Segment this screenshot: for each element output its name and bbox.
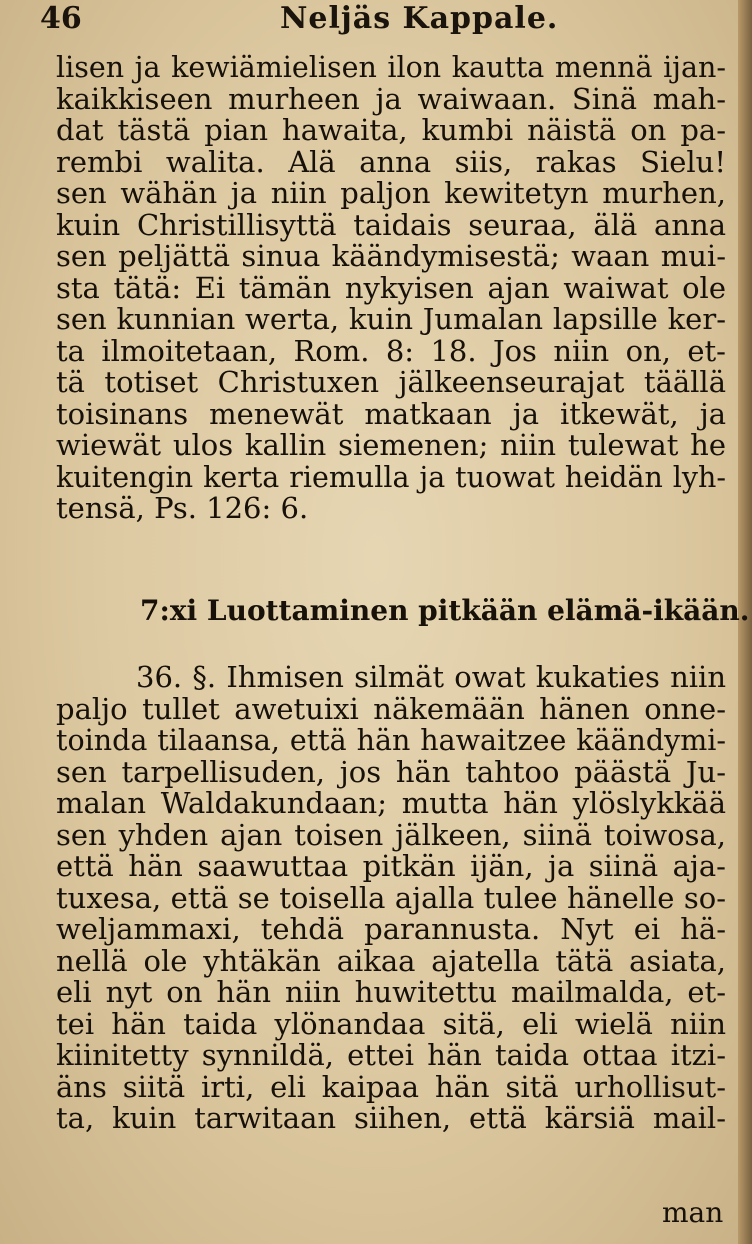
paragraph-2 xyxy=(56,662,726,1135)
text-line: sen kunnian werta, kuin Jumalan lapsille ker- xyxy=(56,302,726,336)
text-line: rembi walita. Alä anna siis, rakas Sielu! xyxy=(56,144,726,179)
text-line: 36. §. Ihmisen silmät owat kukaties niin xyxy=(136,660,726,694)
section-heading: 7:xi Luottaminen pitkään elämä-ikään. xyxy=(140,594,750,627)
text-line: ta, kuin tarwitaan siihen, että kärsiä mail- xyxy=(56,1101,726,1135)
text-line: tei hän taida ylönandaa sitä, eli wielä niin xyxy=(56,1006,726,1041)
text-line: toisinans menewät matkaan ja itkewät, ja xyxy=(56,396,726,431)
text-line: että hän saawuttaa pitkän ijän, ja siinä aja- xyxy=(56,849,726,883)
text-line: kuin Christillisyttä taidais seuraa, älä anna xyxy=(56,207,726,242)
text-line: paljo tullet awetuixi näkemään hänen onne- xyxy=(56,691,726,726)
page-header xyxy=(40,0,720,36)
text-line: sen peljättä sinua käändymisestä; waan mui- xyxy=(56,239,726,273)
running-head: Neljäs Kappale. xyxy=(280,0,559,36)
text-line: sen wähän ja niin paljon kewitetyn murhen, xyxy=(56,176,726,210)
text-line: malan Waldakundaan; mutta hän ylöslykkää xyxy=(56,786,726,820)
text-line: nellä ole yhtäkän aikaa ajatella tätä asiata, xyxy=(56,943,726,978)
text-line: tuxesa, että se toisella ajalla tulee hänelle so- xyxy=(56,880,726,915)
text-line: äns siitä irti, eli kaipaa hän sitä urhollisut- xyxy=(56,1069,726,1104)
paragraph-1 xyxy=(56,52,726,525)
text-line: sen yhden ajan toisen jälkeen, siinä toiwosa, xyxy=(56,817,726,852)
text-line: eli nyt on hän niin huwitettu mailmalda, et- xyxy=(56,975,726,1009)
text-line: tä totiset Christuxen jälkeenseurajat täällä xyxy=(56,365,726,399)
text-line: wiewät ulos kallin siemenen; niin tulewat he xyxy=(56,428,726,462)
text-line: kaikkiseen murheen ja waiwaan. Sinä mah- xyxy=(56,81,726,116)
catchword: man xyxy=(662,1196,724,1229)
text-line: weljammaxi, tehdä parannusta. Nyt ei hä- xyxy=(56,912,726,946)
text-line: kiinitetty synnildä, ettei hän taida ottaa itzi- xyxy=(56,1038,726,1072)
text-line: tensä, Ps. 126: 6. xyxy=(56,491,309,525)
text-line: toinda tilaansa, että hän hawaitzee käändymi- xyxy=(56,724,726,757)
text-line: kuitengin kerta riemulla ja tuowat heidän lyh- xyxy=(56,460,726,494)
text-line: sen tarpellisuden, jos hän tahtoo päästä Ju- xyxy=(56,754,726,789)
text-line: sta tätä: Ei tämän nykyisen ajan waiwat ole xyxy=(56,270,726,305)
text-line: dat tästä pian hawaita, kumbi näistä on pa- xyxy=(56,113,726,147)
text-line: lisen ja kewiämielisen ilon kautta mennä ijan- xyxy=(56,51,726,84)
text-line: ta ilmoitetaan, Rom. 8: 18. Jos niin on, et- xyxy=(56,333,726,368)
page-number: 46 xyxy=(40,0,82,36)
